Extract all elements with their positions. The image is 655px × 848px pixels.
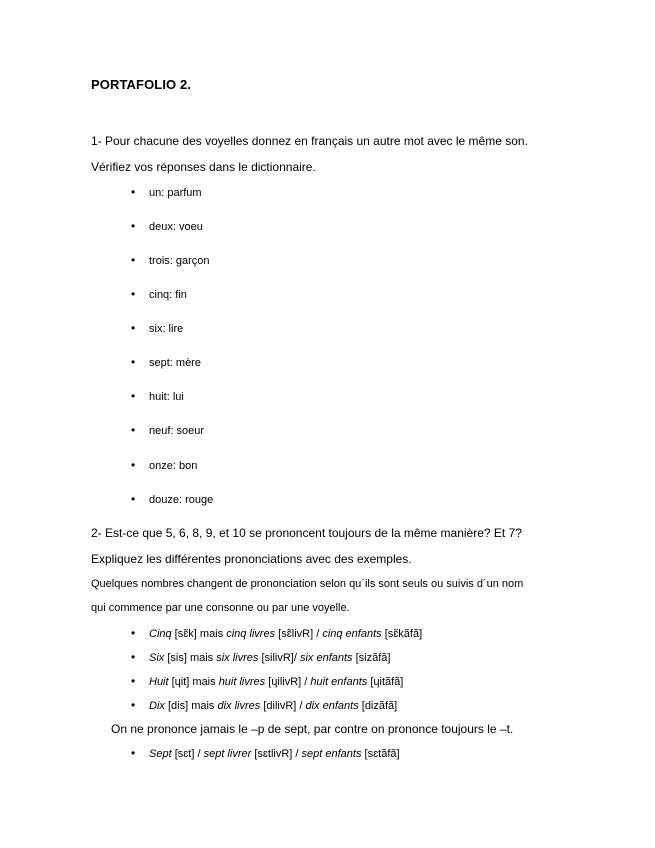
- page-title: PORTAFOLIO 2.: [91, 77, 192, 92]
- bullet-icon: •: [131, 650, 136, 664]
- list-item: • Cinq [sɛ̃k] mais cinq livres [sɛ̃livR] / cinq enfants [sɛ̃kãfã]: [131, 626, 423, 640]
- note-line: On ne prononce jamais le –p de sept, par contre on prononce toujours le –t.: [111, 722, 514, 736]
- bullet-icon: •: [131, 355, 136, 369]
- list-item: • Huit [ɥit] mais huit livres [ɥilivR] / huit enfants [ɥitãfã]: [131, 674, 404, 688]
- bullet-icon: •: [131, 746, 136, 760]
- bullet-icon: •: [131, 626, 136, 640]
- list-item: • six: lire: [131, 321, 184, 335]
- list-item: • deux: voeu: [131, 219, 203, 233]
- bullet-icon: •: [131, 287, 136, 301]
- list-item: • onze: bon: [131, 458, 198, 472]
- question-2-line-2: Expliquez les différentes prononciations avec des exemples.: [91, 552, 412, 566]
- bullet-icon: •: [131, 321, 136, 335]
- bullet-icon: •: [131, 698, 136, 712]
- list-item: • huit: lui: [131, 389, 184, 403]
- bullet-icon: •: [131, 492, 136, 506]
- answer-line-2: qui commence par une consonne ou par une voyelle.: [91, 602, 350, 614]
- bullet-icon: •: [131, 423, 136, 437]
- question-1-line-2: Vérifiez vos réponses dans le dictionnaire.: [91, 160, 316, 174]
- list-item: • cinq: fin: [131, 287, 187, 301]
- question-2-line-1: 2- Est-ce que 5, 6, 8, 9, et 10 se prononcent toujours de la même manière? Et 7?: [91, 526, 522, 540]
- bullet-icon: •: [131, 185, 136, 199]
- list-item: • douze: rouge: [131, 492, 214, 506]
- list-item: • neuf: soeur: [131, 423, 205, 437]
- bullet-icon: •: [131, 389, 136, 403]
- list-item: • Dix [dis] mais dix livres [dilivR] / dix enfants [dizãfã]: [131, 698, 398, 712]
- list-item: • trois: garçon: [131, 253, 210, 267]
- bullet-icon: •: [131, 253, 136, 267]
- question-1-line-1: 1- Pour chacune des voyelles donnez en français un autre mot avec le même son.: [91, 134, 528, 148]
- bullet-icon: •: [131, 219, 136, 233]
- list-item: • sept: mère: [131, 355, 201, 369]
- list-item: • un: parfum: [131, 185, 202, 199]
- bullet-icon: •: [131, 458, 136, 472]
- answer-line-1: Quelques nombres changent de prononciation selon qu´ils sont seuls ou suivis d´un nom: [91, 578, 524, 590]
- bullet-icon: •: [131, 674, 136, 688]
- list-item: • Six [sis] mais six livres [silivR]/ six enfants [sizãfã]: [131, 650, 391, 664]
- list-item: • Sept [sɛt] / sept livrer [sɛtlivR] / sept enfants [sɛtãfã]: [131, 746, 400, 760]
